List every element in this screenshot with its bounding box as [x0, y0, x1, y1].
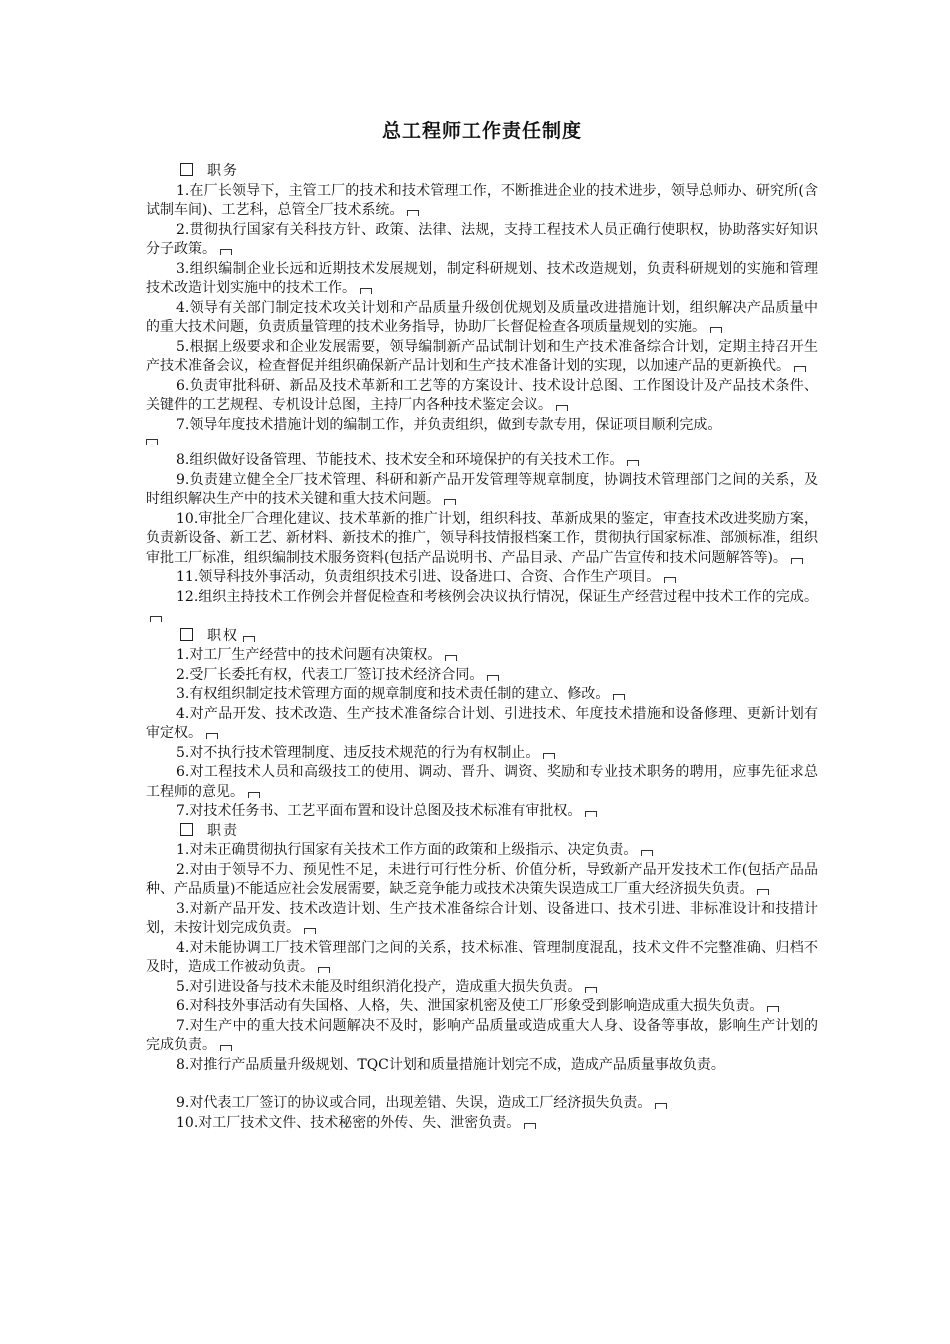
- section-heading-duties: 职务: [146, 162, 818, 182]
- checkbox-square-icon: [180, 163, 193, 176]
- paragraph-mark-icon: [585, 811, 597, 817]
- authority-item: 6.对工程技术人员和高级技工的使用、调动、晋升、调资、奖励和专业技术职务的聘用，应事先征求总工程师的意见。: [146, 764, 818, 800]
- paragraph-mark-icon: [710, 327, 722, 333]
- paragraph-mark-icon: [627, 460, 639, 466]
- paragraph-mark-icon: [556, 405, 568, 411]
- duty-item: 7.领导年度技术措施计划的编制工作，并负责组织，做到专款专用，保证项目顺利完成。: [176, 416, 722, 433]
- responsibility-item: 1.对未正确贯彻执行国家有关技术工作方面的政策和上级指示、决定负责。: [146, 841, 818, 861]
- authority-item: 1.对工厂生产经营中的技术问题有决策权。: [146, 646, 818, 666]
- checkbox-square-icon: [180, 628, 193, 641]
- paragraph-mark-icon: [524, 1123, 536, 1129]
- paragraph-mark-icon: [794, 366, 806, 372]
- authority-item: 2.受厂长委托有权，代表工厂签订技术经济合同。: [146, 666, 818, 686]
- paragraph-mark-icon: [304, 928, 316, 934]
- duty-item: 11.领导科技外事活动，负责组织技术引进、设备进口、合资、合作生产项目。: [146, 568, 818, 588]
- paragraph-mark-icon: [360, 288, 372, 294]
- duty-item: 2.贯彻执行国家有关科技方针、政策、法律、法规，支持工程技术人员正确行使职权，协助落实好知识分子政策。: [146, 221, 818, 257]
- duty-item: 12.组织主持技术工作例会并督促检查和考核例会决议执行情况，保证生产经营过程中技术工作的完成。: [146, 588, 818, 627]
- paragraph-mark-icon: [243, 636, 255, 642]
- authority-item: 7.对技术任务书、工艺平面布置和设计总图及技术标准有审批权。: [146, 802, 818, 822]
- responsibility-item: 7.对生产中的重大技术问题解决不及时，影响产品质量或造成重大人身、设备等事故，影响生产计划的完成负责。: [146, 1017, 818, 1053]
- duty-item: 6.负责审批科研、新品及技术革新和工艺等的方案设计、技术设计总图、工作图设计及产品技术条件、关键件的工艺规程、专机设计总图，主持厂内各种技术鉴定会议。: [146, 377, 818, 413]
- responsibility-item: 2.对由于领导不力、预见性不足，未进行可行性分析、价值分析，导致新产品开发技术工作(包括产品品种、产品质量)不能适应社会发展需要，缺乏竞争能力或技术决策失误造成工厂重大经济损失负责。: [146, 861, 818, 897]
- paragraph-mark-icon: [318, 967, 330, 973]
- paragraph-mark-icon: [757, 889, 769, 895]
- responsibility-item: 5.对引进设备与技术未能及时组织消化投产，造成重大损失负责。: [146, 978, 818, 998]
- section-heading-authority: 职权: [146, 627, 818, 647]
- duty-item: 5.根据上级要求和企业发展需要，领导编制新产品试制计划和生产技术准备综合计划，定期主持召开生产技术准备会议，检查督促并组织确保新产品计划和生产技术准备计划的实现，以加速产品的更新换代。: [146, 338, 818, 374]
- authority-item: 5.对不执行技术管理制度、违反技术规范的行为有权制止。: [146, 744, 818, 764]
- paragraph-mark-icon: [220, 1045, 232, 1051]
- duty-item: 9.负责建立健全全厂技术管理、科研和新产品开发管理等规章制度，协调技术管理部门之间的关系，及时组织解决生产中的技术关键和重大技术问题。: [146, 471, 818, 507]
- document-page: [146, 116, 818, 1133]
- paragraph-mark-icon: [487, 675, 499, 681]
- responsibility-item: 9.对代表工厂签订的协议或合同，出现差错、失误，造成工厂经济损失负责。: [146, 1094, 818, 1114]
- authority-item: 3.有权组织制定技术管理方面的规章制度和技术责任制的建立、修改。: [146, 685, 818, 705]
- paragraph-mark-icon: [655, 1103, 667, 1109]
- duty-item: 1.在厂长领导下，主管工厂的技术和技术管理工作，不断推进企业的技术进步，领导总师办、研究所(含试制车间)、工艺科，总管全厂技术系统。: [146, 182, 818, 218]
- duty-item: 8.组织做好设备管理、节能技术、技术安全和环境保护的有关技术工作。: [146, 451, 818, 471]
- document-title: 总工程师工作责任制度: [381, 120, 582, 142]
- paragraph-mark-icon: [767, 1006, 779, 1012]
- responsibility-item: 10.对工厂技术文件、技术秘密的外传、失、泄密负责。: [146, 1114, 818, 1134]
- responsibility-item: 6.对科技外事活动有失国格、人格，失、泄国家机密及使工厂形象受到影响造成重大损失负责。: [146, 997, 818, 1017]
- paragraph-mark-icon: [445, 655, 457, 661]
- paragraph-mark-icon: [146, 439, 158, 445]
- paragraph-mark-icon: [248, 792, 260, 798]
- section-heading-responsibilities: 职责: [146, 822, 818, 842]
- paragraph-mark-icon: [206, 733, 218, 739]
- duty-item: 10.审批全厂合理化建议、技术革新的推广计划，组织科技、革新成果的鉴定，审查技术改进奖励方案，负责新设备、新工艺、新材料、新技术的推广，领导科技情报档案工作，贯彻执行国家标准、部颁标准，组织审批工厂标准，组织编制技术服务资料(包括产品说明书、产品目录、产品广告宣传和技术问题解答等)。: [146, 510, 818, 566]
- authority-item: 4.对产品开发、技术改造、生产技术准备综合计划、引进技术、年度技术措施和设备修理、更新计划有审定权。: [146, 705, 818, 741]
- paragraph-mark-icon: [444, 499, 456, 505]
- paragraph-mark-icon: [407, 210, 419, 216]
- paragraph-mark-icon: [641, 850, 653, 856]
- paragraph-mark-icon: [150, 616, 162, 622]
- responsibility-item: 8.对推行产品质量升级规划、TQC计划和质量措施计划完不成，造成产品质量事故负责。: [176, 1056, 725, 1073]
- duty-item: 3.组织编制企业长远和近期技术发展规划，制定科研规划、技术改造规划，负责科研规划的实施和管理技术改造计划实施中的技术工作。: [146, 260, 818, 296]
- paragraph-mark-icon: [791, 558, 803, 564]
- paragraph-mark-icon: [585, 987, 597, 993]
- responsibility-item: 4.对未能协调工厂技术管理部门之间的关系，技术标准、管理制度混乱，技术文件不完整准确、归档不及时，造成工作被动负责。: [146, 939, 818, 975]
- checkbox-square-icon: [180, 823, 193, 836]
- paragraph-mark-icon: [543, 753, 555, 759]
- paragraph-mark-icon: [220, 249, 232, 255]
- duty-item: 4.领导有关部门制定技术攻关计划和产品质量升级创优规划及质量改进措施计划，组织解决产品质量中的重大技术问题，负责质量管理的技术业务指导，协助厂长督促检查各项质量规划的实施。: [146, 299, 818, 335]
- paragraph-mark-icon: [613, 694, 625, 700]
- paragraph-mark-icon: [664, 577, 676, 583]
- responsibility-item: 3.对新产品开发、技术改造计划、生产技术准备综合计划、设备进口、技术引进、非标准设计和技措计划，未按计划完成负责。: [146, 900, 818, 936]
